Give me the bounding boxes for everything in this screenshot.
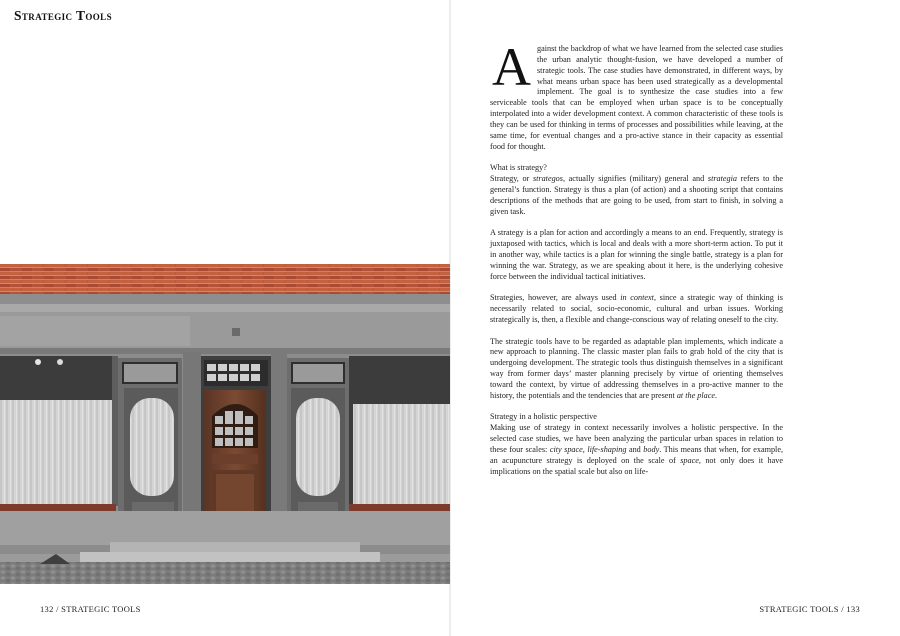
strategy-p3-text-a: Strategies, however, are always used (490, 293, 621, 303)
strategy-paragraph-3 (490, 293, 783, 326)
folio-right: STRATEGIC TOOLS / 133 (759, 604, 860, 614)
strategy-p1-em-2: strategia (707, 174, 738, 184)
strategy-heading: What is strategy? (490, 163, 547, 173)
holistic-em-3: space (680, 455, 699, 465)
body-text-column (490, 37, 784, 478)
strategy-p1-text-b: , actually signifies (military) general and (562, 174, 708, 184)
intro-paragraph (490, 37, 783, 152)
holistic-heading: Strategy in a holistic perspective (490, 412, 597, 422)
holistic-text-d: , not only does it have implications on the spatial scale but also on life- (490, 455, 784, 476)
strategy-p4-em: at the place (676, 390, 716, 400)
strategy-p4-text-b: . (715, 390, 718, 400)
strategy-p1-em-1: strategos (532, 174, 563, 184)
holistic-text-b: and (626, 444, 644, 454)
strategy-paragraph-2: A strategy is a plan for action and accordingly a means to an end. Frequently, strategy is juxtaposed with tactics, which is local and deals with a more short-term action. To put it in another way, while tactics is a plan for winning the single battle, strategy is a plan for winning the war. Strategy, as we are speaking about it here, is the underlying cohesive force between the individual tactical initiatives. (490, 228, 783, 281)
holistic-paragraph (490, 412, 783, 477)
holistic-text-a: Making use of strategy in context necessarily involves a holistic perspective. In the selected case studies, we have been analyzing the particular urban spaces in relation to these four scales: (490, 423, 783, 454)
intro-text: gainst the backdrop of what we have learned from the selected case studies the urban analytic thought-fusion, we have developed a number of strategic tools. The case studies have demonstrated, in different ways, by what means urban space has been used strategically as a developmental implement. The goal is to synthesize the case studies into a few serviceable tools that can be employed when urban space is to be conceptually interpolated into a wider development context. A common characteristic of these tools is they can be used for thinking in terms of processes and possibilities while leaving, at the same time, for eventual changes and a pro-active stance in their capacity as essential food for thought. (490, 44, 783, 151)
strategy-paragraph-4 (490, 337, 783, 402)
running-head: Strategic Tools (14, 8, 112, 23)
strategy-p4-text-a: The strategic tools have to be regarded as adaptable plan implements, which indicate a new approach to planning. The classic master plan fails to grab hold of the city that is undergoing development. The strategic tools thus distinguish themselves in a significant way from former days’ master planning precisely by virtue of orienting themselves toward the context, by virtue of addressing themselves in a pro-active manner to the history, the potentials and the tendencies that are present (490, 336, 783, 400)
holistic-text-c: . This means that when, for example, an acupuncture strategy is deployed on the scale of (490, 444, 784, 465)
shopfront-photo (0, 264, 450, 584)
strategy-p3-text-b: , since a strategic way of thinking is necessarily related to social, socio-economic, cultural and urban issues. Working strategically is, then, a flexible and change-conscious way of relating oneself to the city. (490, 293, 783, 324)
folio-left: 132 / STRATEGIC TOOLS (40, 604, 141, 614)
holistic-em-1: city space, life-shaping (549, 444, 627, 454)
drop-cap: A (492, 37, 531, 97)
strategy-p3-em: in context (620, 293, 654, 303)
holistic-em-2: body (643, 444, 660, 454)
strategy-p1-text-a: Strategy, or (490, 174, 533, 184)
strategy-paragraph-1 (490, 163, 783, 217)
strategy-p1-text-c: refers to the general’s function. Strategy is thus a plan (of action) and a shooting script that contains descriptions of the methods that are going to be used, from start to finish, in solving a given task. (490, 174, 783, 216)
